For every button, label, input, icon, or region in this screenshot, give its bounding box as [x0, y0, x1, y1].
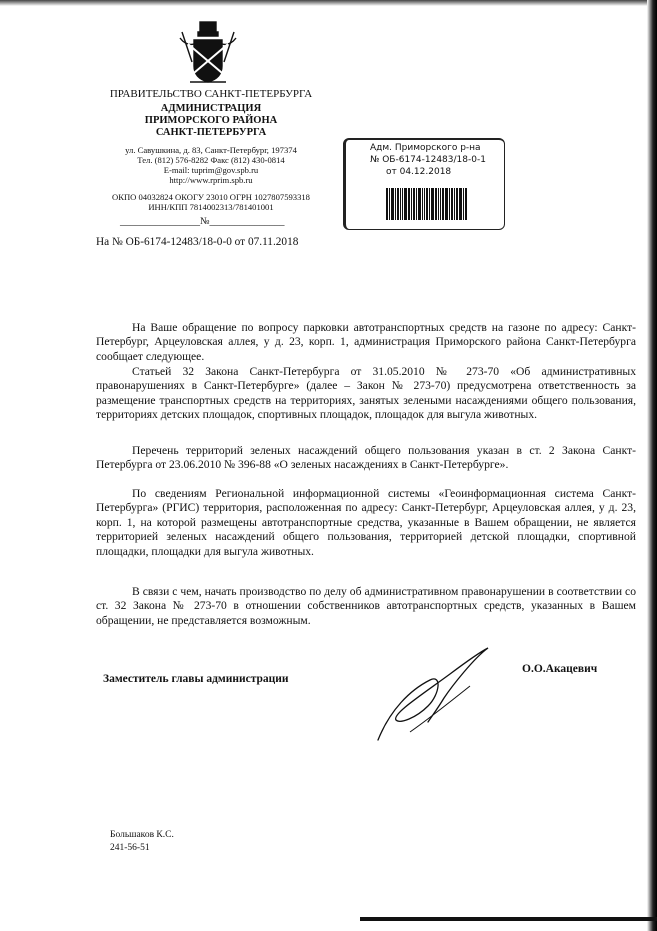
handwritten-signature	[370, 640, 500, 745]
outgoing-number-line: ________________№_______________	[120, 216, 285, 227]
paragraph-1: На Ваше обращение по вопросу парковки автотранспортных средств на газоне по адресу: Санкт-Петербург, Арцеуловская аллея, у д. 23, корп. 1, администрация Приморского района Санкт-Петербурга сообщает следующее.	[96, 321, 636, 363]
registration-codes	[88, 192, 334, 212]
government-name: ПРАВИТЕЛЬСТВО САНКТ-ПЕТЕРБУРГА	[109, 88, 313, 100]
scan-edge-right	[647, 0, 657, 931]
reference-line: На № ОБ-6174-12483/18-0-0 от 07.11.2018	[96, 236, 299, 248]
phone: Тел. (812) 576-8282 Факс (812) 430-0814	[137, 155, 285, 165]
coat-of-arms-icon	[176, 20, 240, 86]
stamp-line-2: № ОБ-6174-12483/18-0-1	[370, 155, 486, 165]
body-paragraph-1	[96, 321, 636, 364]
body-paragraph-4	[96, 487, 636, 559]
signatory-title: Заместитель главы администрации	[103, 673, 289, 685]
body-paragraph-3	[96, 444, 636, 473]
paragraph-3: Перечень территорий зеленых насаждений общего пользования указан в ст. 2 Закона Санкт-Петербурга от 23.06.2010 № 396-88 «О зеленых насаждениях в Санкт-Петербурге».	[96, 444, 636, 472]
signatory-name: О.О.Акацевич	[522, 663, 598, 675]
paragraph-2: Статьей 32 Закона Санкт-Петербурга от 31.05.2010 № 273-70 «Об административных правонарушениях в Санкт-Петербурге» (далее – Закон № 273-70) предусмотрена ответственность за размещение транспортных средств на территориях, занятых зелеными насаждениями общего пользования, территориях детских площадок, спортивных площадок, площадок для выгула животных.	[96, 365, 636, 422]
executor-phone: 241-56-51	[110, 843, 150, 853]
scan-edge-top	[0, 0, 657, 6]
scan-edge-bottom	[360, 917, 657, 921]
okpo-line: ОКПО 04032824 ОКОГУ 23010 ОГРН 1027807593318	[112, 192, 310, 202]
executor-block	[110, 829, 174, 855]
administration-line-2: ПРИМОРСКОГО РАЙОНА	[144, 115, 278, 126]
executor-name: Большаков К.С.	[110, 830, 174, 840]
website: http://www.rprim.spb.ru	[169, 175, 253, 185]
contact-block	[88, 145, 334, 185]
registration-stamp	[343, 138, 505, 230]
body-paragraph-5	[96, 585, 636, 628]
barcode	[386, 188, 486, 220]
administration-line-1: АДМИНИСТРАЦИЯ	[160, 103, 262, 114]
administration-name	[88, 103, 334, 139]
email: E-mail: tuprim@gov.spb.ru	[163, 165, 259, 175]
administration-line-3: САНКТ-ПЕТЕРБУРГА	[155, 127, 267, 138]
paragraph-4: По сведениям Региональной информационной системы «Геоинформационная система Санкт-Петербурга» (РГИС) территория, расположенная по адресу: Санкт-Петербург, Арцеуловская аллея, у д. 23, корп. 1, на которой размещены автотранспортные средства, указанные в Вашем обращении, не является территорией зеленых насаждений общего пользования, территорией детской площадки, спортивной площадки, площадки для выгула животных.	[96, 487, 636, 558]
body-paragraph-2	[96, 365, 636, 423]
paragraph-5: В связи с чем, начать производство по делу об административном правонарушении в соответствии со ст. 32 Закона № 273-70 в отношении собственников автотранспортных средств, указанных в Вашем обращении, не представляется возможным.	[96, 585, 636, 627]
stamp-line-1: Адм. Приморского р-на	[370, 143, 481, 153]
address: ул. Савушкина, д. 83, Санкт-Петербург, 197374	[125, 145, 297, 155]
inn-line: ИНН/КПП 7814002313/781401001	[148, 202, 274, 212]
stamp-line-3: от 04.12.2018	[386, 167, 452, 177]
